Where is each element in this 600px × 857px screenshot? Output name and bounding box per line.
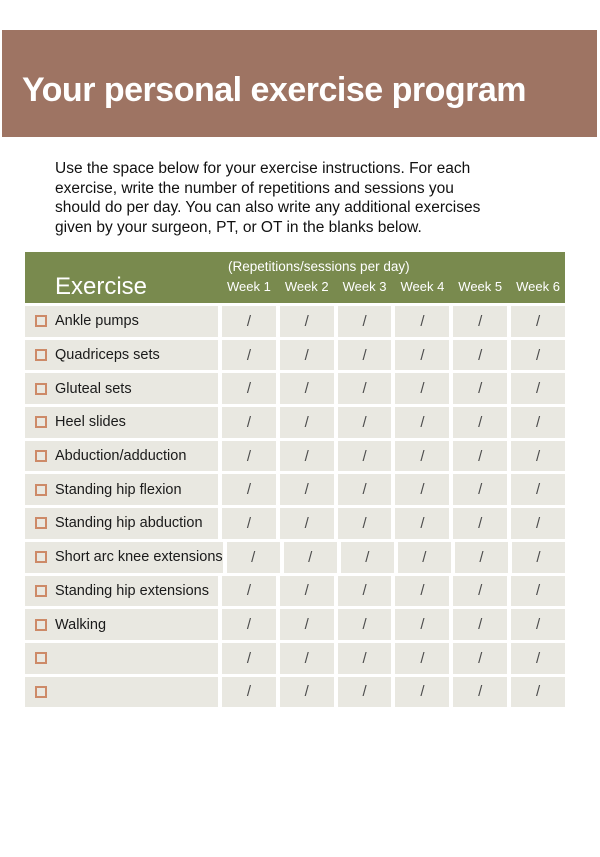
week-entry-cell[interactable]	[222, 373, 276, 404]
week-entry-cell[interactable]	[338, 609, 392, 640]
week-label: Week 5	[458, 279, 503, 294]
week-entry-cell[interactable]	[395, 340, 449, 371]
week-entry-cell[interactable]	[222, 508, 276, 539]
week-entry-cell[interactable]	[280, 643, 334, 674]
week-entry-cell[interactable]	[280, 306, 334, 337]
weeks-header-group	[218, 252, 565, 303]
slash-divider: /	[535, 649, 541, 667]
week-entry-cell[interactable]	[512, 542, 565, 573]
intro-line: should do per day. You can also write any additional exercises	[55, 199, 481, 216]
table-row	[25, 609, 565, 640]
slash-divider: /	[420, 649, 425, 667]
week-entry-cell[interactable]	[280, 407, 334, 438]
slash-divider: /	[420, 346, 425, 364]
slash-divider: /	[362, 649, 367, 667]
week-entry-cell[interactable]	[222, 677, 276, 708]
week-entry-cell[interactable]	[453, 508, 507, 539]
week-label: Week 2	[284, 279, 329, 294]
week-entry-cell[interactable]	[453, 407, 507, 438]
week-labels-row	[222, 279, 565, 294]
slash-divider: /	[478, 346, 483, 364]
week-entry-cell[interactable]	[453, 609, 507, 640]
table-row	[25, 306, 565, 337]
week-entry-cell[interactable]	[280, 508, 334, 539]
slash-divider: /	[420, 447, 425, 465]
exercise-label: Abduction/adduction	[55, 448, 187, 465]
week-entry-cell[interactable]	[511, 576, 565, 607]
exercise-cell	[25, 609, 218, 640]
exercise-checkbox[interactable]	[35, 517, 47, 529]
exercise-label: Gluteal sets	[55, 380, 132, 397]
table-header	[25, 252, 565, 303]
exercise-checkbox[interactable]	[35, 383, 47, 395]
slash-divider: /	[304, 346, 309, 364]
exercise-cell	[25, 373, 218, 404]
slash-divider: /	[535, 447, 541, 465]
exercise-checkbox[interactable]	[35, 619, 47, 631]
week-entry-cell[interactable]	[511, 677, 565, 708]
intro-text	[55, 159, 555, 237]
week-entry-cell[interactable]	[280, 441, 334, 472]
week-entry-cell[interactable]	[341, 542, 394, 573]
table-row	[25, 340, 565, 371]
slash-divider: /	[362, 616, 367, 634]
slash-divider: /	[304, 616, 309, 634]
exercise-label: Standing hip flexion	[55, 481, 182, 498]
slash-divider: /	[535, 616, 541, 634]
week-entry-cell[interactable]	[398, 542, 451, 573]
week-entry-cell[interactable]	[222, 441, 276, 472]
week-entry-cell[interactable]	[280, 474, 334, 505]
slash-divider: /	[478, 582, 483, 600]
week-entry-cell[interactable]	[338, 441, 392, 472]
table-row	[25, 474, 565, 505]
slash-divider: /	[304, 447, 309, 465]
slash-divider: /	[422, 548, 427, 566]
week-entry-cell[interactable]	[511, 508, 565, 539]
slash-divider: /	[478, 683, 483, 701]
exercise-column-header: Exercise	[55, 273, 148, 300]
slash-divider: /	[478, 380, 483, 398]
slash-divider: /	[362, 380, 367, 398]
week-entry-cell[interactable]	[511, 441, 565, 472]
week-entry-cell[interactable]	[338, 508, 392, 539]
table-row	[25, 373, 565, 404]
slash-divider: /	[535, 582, 541, 600]
table-row	[25, 643, 565, 674]
exercise-table	[25, 252, 565, 707]
slash-divider: /	[304, 380, 309, 398]
exercise-label: Ankle pumps	[55, 313, 139, 330]
week-label: Week 4	[400, 279, 445, 294]
exercise-cell	[25, 542, 223, 573]
exercise-cell	[25, 643, 218, 674]
table-row	[25, 542, 565, 573]
slash-divider: /	[478, 413, 483, 431]
exercise-checkbox[interactable]	[35, 484, 47, 496]
week-entry-cell[interactable]	[280, 576, 334, 607]
slash-divider: /	[362, 481, 367, 499]
week-entry-cell[interactable]	[453, 340, 507, 371]
slash-divider: /	[478, 649, 483, 667]
week-entry-cell[interactable]	[395, 441, 449, 472]
repetitions-header: (Repetitions/sessions per day)	[228, 259, 410, 274]
slash-divider: /	[535, 514, 541, 532]
exercise-label: Walking	[55, 616, 107, 633]
table-row	[25, 677, 565, 708]
slash-divider: /	[365, 548, 370, 566]
slash-divider: /	[246, 582, 251, 600]
slash-divider: /	[304, 649, 309, 667]
exercise-cell	[25, 508, 218, 539]
table-body	[25, 306, 565, 707]
week-entry-cell[interactable]	[511, 643, 565, 674]
week-entry-cell[interactable]	[395, 373, 449, 404]
slash-divider: /	[535, 346, 541, 364]
table-row	[25, 407, 565, 438]
slash-divider: /	[535, 481, 541, 499]
exercise-label: Standing hip abduction	[55, 515, 203, 532]
slash-divider: /	[246, 346, 251, 364]
slash-divider: /	[478, 616, 483, 634]
slash-divider: /	[246, 481, 251, 499]
table-row	[25, 508, 565, 539]
slash-divider: /	[420, 514, 425, 532]
slash-divider: /	[304, 481, 309, 499]
week-entry-cell[interactable]	[511, 340, 565, 371]
slash-divider: /	[420, 413, 425, 431]
slash-divider: /	[535, 683, 541, 701]
page-title: Your personal exercise program	[22, 71, 527, 109]
week-entry-cell[interactable]	[338, 474, 392, 505]
slash-divider: /	[308, 548, 313, 566]
exercise-cell	[25, 576, 218, 607]
slash-divider: /	[362, 582, 367, 600]
week-label: Week 6	[516, 279, 560, 294]
exercise-checkbox[interactable]	[35, 551, 47, 563]
exercise-label: Short arc knee extensions	[55, 549, 223, 566]
slash-divider: /	[362, 346, 367, 364]
slash-divider: /	[362, 514, 367, 532]
exercise-checkbox[interactable]	[35, 585, 47, 597]
table-row	[25, 441, 565, 472]
week-entry-cell[interactable]	[453, 441, 507, 472]
week-entry-cell[interactable]	[453, 306, 507, 337]
week-entry-cell[interactable]	[395, 576, 449, 607]
week-entry-cell[interactable]	[453, 373, 507, 404]
slash-divider: /	[246, 649, 251, 667]
week-entry-cell[interactable]	[280, 373, 334, 404]
title-banner	[2, 30, 597, 137]
intro-line: exercise, write the number of repetitions and sessions you	[55, 179, 454, 197]
slash-divider: /	[251, 548, 256, 566]
week-entry-cell[interactable]	[338, 643, 392, 674]
week-label: Week 3	[342, 279, 387, 294]
week-entry-cell[interactable]	[395, 609, 449, 640]
table-row	[25, 576, 565, 607]
slash-divider: /	[420, 683, 425, 701]
slash-divider: /	[304, 683, 309, 701]
week-entry-cell[interactable]	[453, 474, 507, 505]
slash-divider: /	[478, 312, 483, 330]
exercise-checkbox[interactable]	[35, 652, 47, 664]
slash-divider: /	[304, 582, 309, 600]
week-entry-cell[interactable]	[222, 407, 276, 438]
slash-divider: /	[479, 548, 484, 566]
exercise-checkbox[interactable]	[35, 686, 47, 698]
exercise-cell	[25, 407, 218, 438]
week-entry-cell[interactable]	[511, 373, 565, 404]
week-entry-cell[interactable]	[453, 576, 507, 607]
week-entry-cell[interactable]	[338, 677, 392, 708]
exercise-checkbox[interactable]	[35, 349, 47, 361]
week-entry-cell[interactable]	[222, 306, 276, 337]
intro-line: given by your surgeon, PT, or OT in the blanks below.	[55, 218, 422, 236]
slash-divider: /	[246, 447, 251, 465]
week-entry-cell[interactable]	[453, 643, 507, 674]
exercise-cell	[25, 306, 218, 337]
exercise-checkbox[interactable]	[35, 416, 47, 428]
slash-divider: /	[478, 447, 483, 465]
slash-divider: /	[246, 413, 251, 431]
week-entry-cell[interactable]	[511, 474, 565, 505]
slash-divider: /	[304, 413, 309, 431]
slash-divider: /	[478, 481, 483, 499]
exercise-label: Quadriceps sets	[55, 347, 160, 364]
slash-divider: /	[420, 582, 425, 600]
week-entry-cell[interactable]	[222, 609, 276, 640]
slash-divider: /	[362, 683, 367, 701]
week-entry-cell[interactable]	[280, 677, 334, 708]
slash-divider: /	[304, 312, 309, 330]
slash-divider: /	[362, 312, 367, 330]
week-entry-cell[interactable]	[395, 306, 449, 337]
slash-divider: /	[420, 616, 425, 634]
slash-divider: /	[420, 380, 425, 398]
week-entry-cell[interactable]	[222, 576, 276, 607]
week-entry-cell[interactable]	[280, 340, 334, 371]
exercise-checkbox[interactable]	[35, 315, 47, 327]
slash-divider: /	[536, 548, 541, 566]
exercise-label: Heel slides	[55, 414, 126, 431]
week-entry-cell[interactable]	[395, 677, 449, 708]
week-entry-cell[interactable]	[338, 306, 392, 337]
slash-divider: /	[420, 312, 425, 330]
week-entry-cell[interactable]	[338, 340, 392, 371]
exercise-cell	[25, 340, 218, 371]
slash-divider: /	[246, 514, 251, 532]
slash-divider: /	[246, 312, 251, 330]
exercise-label: Standing hip extensions	[55, 582, 209, 599]
week-entry-cell[interactable]	[455, 542, 508, 573]
week-entry-cell[interactable]	[338, 373, 392, 404]
week-entry-cell[interactable]	[280, 609, 334, 640]
week-entry-cell[interactable]	[222, 340, 276, 371]
week-entry-cell[interactable]	[511, 609, 565, 640]
week-entry-cell[interactable]	[395, 474, 449, 505]
slash-divider: /	[478, 514, 483, 532]
exercise-cell	[25, 474, 218, 505]
slash-divider: /	[420, 481, 425, 499]
week-entry-cell[interactable]	[338, 407, 392, 438]
week-entry-cell[interactable]	[453, 677, 507, 708]
exercise-cell	[25, 677, 218, 708]
exercise-cell	[25, 441, 218, 472]
slash-divider: /	[246, 380, 251, 398]
slash-divider: /	[535, 380, 541, 398]
week-entry-cell[interactable]	[395, 508, 449, 539]
slash-divider: /	[246, 616, 251, 634]
slash-divider: /	[362, 447, 367, 465]
week-entry-cell[interactable]	[395, 643, 449, 674]
week-entry-cell[interactable]	[395, 407, 449, 438]
intro-line: Use the space below for your exercise instructions. For each	[55, 160, 471, 177]
slash-divider: /	[246, 683, 251, 701]
week-entry-cell[interactable]	[227, 542, 280, 573]
slash-divider: /	[535, 312, 541, 330]
week-entry-cell[interactable]	[338, 576, 392, 607]
week-entry-cell[interactable]	[284, 542, 337, 573]
exercise-checkbox[interactable]	[35, 450, 47, 462]
slash-divider: /	[535, 413, 541, 431]
week-entry-cell[interactable]	[222, 474, 276, 505]
week-entry-cell[interactable]	[511, 407, 565, 438]
slash-divider: /	[362, 413, 367, 431]
slash-divider: /	[304, 514, 309, 532]
week-entry-cell[interactable]	[511, 306, 565, 337]
week-entry-cell[interactable]	[222, 643, 276, 674]
week-label: Week 1	[226, 279, 271, 294]
